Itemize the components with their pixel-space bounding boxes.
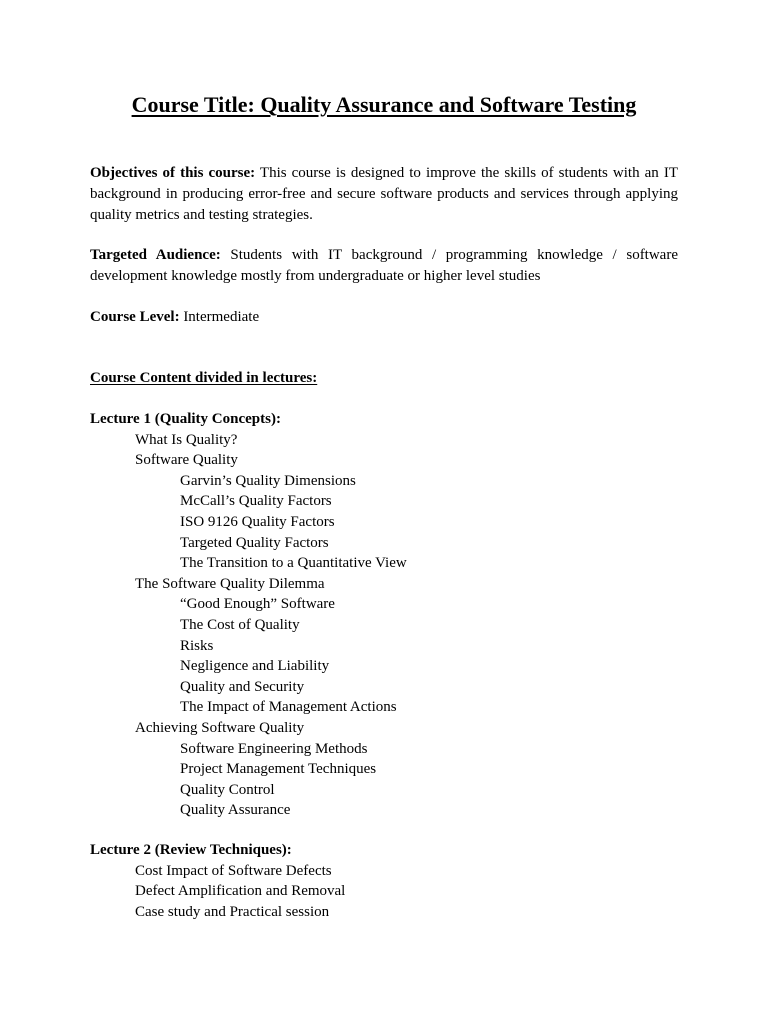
- list-item: Quality Assurance: [180, 802, 291, 819]
- lecture-1-outline: [90, 409, 678, 821]
- list-item: Quality Control: [180, 781, 275, 798]
- list-item: Project Management Techniques: [180, 761, 377, 778]
- audience-label: Targeted Audience:: [90, 247, 221, 263]
- list-item: The Cost of Quality: [180, 616, 300, 633]
- objectives-label: Objectives of this course:: [90, 165, 256, 181]
- list-item: ISO 9126 Quality Factors: [180, 513, 335, 530]
- course-title: Course Title: Quality Assurance and Software Testing: [131, 92, 637, 117]
- level-paragraph: [90, 307, 678, 328]
- lecture-2-heading: Lecture 2 (Review Techniques):: [90, 842, 292, 858]
- lecture-1-heading: Lecture 1 (Quality Concepts):: [90, 411, 281, 427]
- list-item: Quality and Security: [180, 678, 305, 695]
- list-item: Targeted Quality Factors: [180, 534, 329, 551]
- list-item: Garvin’s Quality Dimensions: [180, 472, 356, 489]
- audience-paragraph: [90, 245, 678, 287]
- list-item: The Transition to a Quantitative View: [180, 555, 407, 572]
- list-item: Cost Impact of Software Defects: [135, 862, 332, 879]
- list-item: McCall’s Quality Factors: [180, 493, 332, 510]
- list-item: Software Engineering Methods: [180, 740, 368, 757]
- level-text: Intermediate: [179, 309, 260, 325]
- audience-text: Students with IT background / programming knowledge / software development knowledge mostly from undergraduate or higher level studies: [90, 247, 678, 284]
- list-item: Defect Amplification and Removal: [135, 883, 346, 900]
- lecture-2-outline: [90, 840, 678, 922]
- list-item: Case study and Practical session: [135, 903, 330, 920]
- list-item: The Impact of Management Actions: [180, 699, 397, 716]
- objectives-text: This course is designed to improve the skills of students with an IT background in producing error-free and secure software products and services through applying quality metrics and testing strategies.: [90, 165, 678, 223]
- list-item: Negligence and Liability: [180, 658, 330, 675]
- content-heading: Course Content divided in lectures:: [90, 370, 318, 386]
- level-label: Course Level:: [90, 309, 180, 325]
- list-item: Achieving Software Quality: [135, 719, 305, 736]
- list-item: What Is Quality?: [135, 431, 238, 448]
- list-item: The Software Quality Dilemma: [135, 575, 325, 592]
- list-item: Software Quality: [135, 452, 238, 469]
- list-item: Risks: [180, 637, 214, 654]
- list-item: “Good Enough” Software: [180, 596, 335, 613]
- objectives-paragraph: [90, 163, 678, 225]
